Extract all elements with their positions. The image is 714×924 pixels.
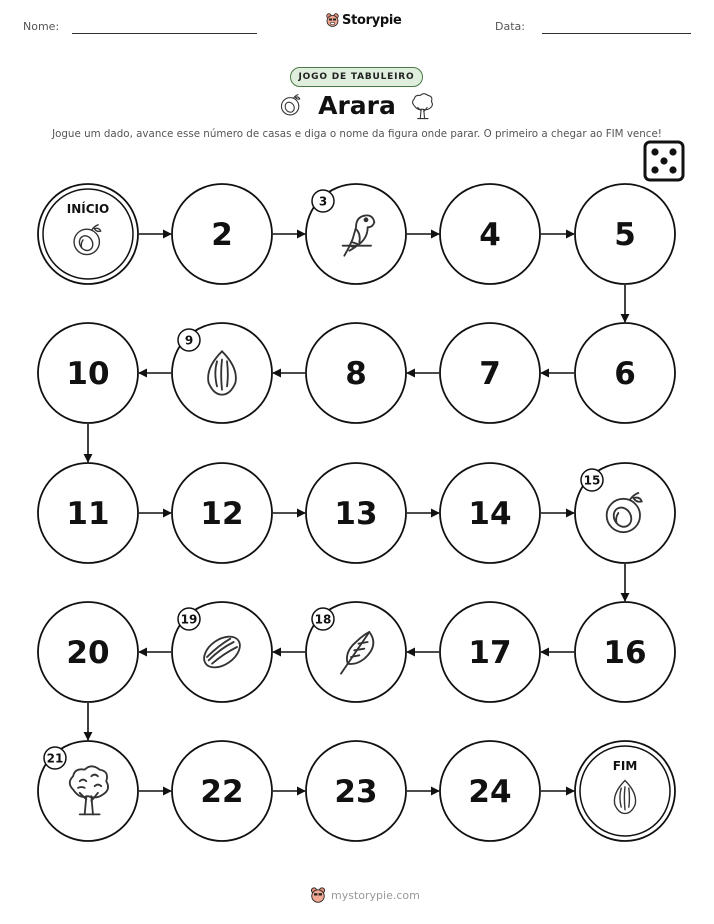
date-label: Data: — [495, 20, 525, 33]
board-space-19[interactable] — [172, 602, 272, 702]
space-number: 3 — [318, 194, 328, 209]
space-number: 20 — [66, 635, 110, 671]
footer-site: mystorypie.com — [331, 889, 420, 902]
space-number: 5 — [614, 217, 636, 253]
space-number: 14 — [468, 496, 512, 532]
board-space-4[interactable] — [440, 184, 540, 284]
space-number: 11 — [66, 496, 110, 532]
board-space-15[interactable] — [575, 463, 675, 563]
board-space-6[interactable] — [575, 323, 675, 423]
space-number: 22 — [200, 774, 244, 810]
board-space-9[interactable] — [172, 323, 272, 423]
board-space-17[interactable] — [440, 602, 540, 702]
space-number: 13 — [334, 496, 378, 532]
board-space-3[interactable] — [306, 184, 406, 284]
space-number: 24 — [468, 774, 512, 810]
space-number: 8 — [345, 356, 367, 392]
brand-name: Storypie — [342, 13, 402, 28]
board-space-12[interactable] — [172, 463, 272, 563]
space-number: 17 — [468, 635, 512, 671]
board-space-14[interactable] — [440, 463, 540, 563]
board-space-7[interactable] — [440, 323, 540, 423]
board-space-22[interactable] — [172, 741, 272, 841]
space-number: 16 — [603, 635, 647, 671]
game-type-badge: JOGO DE TABULEIRO — [290, 67, 423, 87]
space-number: 21 — [46, 751, 64, 766]
space-number: 12 — [200, 496, 244, 532]
board-space-13[interactable] — [306, 463, 406, 563]
space-number: 2 — [211, 217, 233, 253]
space-number: 19 — [180, 612, 198, 627]
board-space-21[interactable] — [38, 741, 138, 841]
space-label: INÍCIO — [66, 202, 110, 216]
board-space-10[interactable] — [38, 323, 138, 423]
space-number: 18 — [314, 612, 332, 627]
board-space-2[interactable] — [172, 184, 272, 284]
space-number: 7 — [479, 356, 501, 392]
board-space-20[interactable] — [38, 602, 138, 702]
board-space-24[interactable] — [440, 741, 540, 841]
board-space-23[interactable] — [306, 741, 406, 841]
page-title: Arara — [318, 91, 396, 120]
instructions-text: Jogue um dado, avance esse número de casas e diga o nome da figura onde parar. O primeiro a chegar ao FIM vence! — [52, 128, 662, 140]
board-space-25[interactable] — [575, 741, 675, 841]
board-space-16[interactable] — [575, 602, 675, 702]
space-number: 23 — [334, 774, 378, 810]
bear-logo-icon — [310, 887, 326, 904]
space-number: 6 — [614, 356, 636, 392]
space-circle — [38, 184, 138, 284]
board-space-5[interactable] — [575, 184, 675, 284]
board-space-1[interactable] — [38, 184, 138, 284]
space-number: 4 — [479, 217, 501, 253]
space-number: 10 — [66, 356, 110, 392]
space-number: 9 — [184, 333, 194, 348]
name-label: Nome: — [23, 20, 60, 33]
space-number: 15 — [583, 473, 601, 488]
board-space-11[interactable] — [38, 463, 138, 563]
board-spaces — [38, 184, 675, 841]
footer — [310, 887, 420, 904]
space-label: FIM — [612, 759, 638, 773]
board-space-18[interactable] — [306, 602, 406, 702]
board-space-8[interactable] — [306, 323, 406, 423]
